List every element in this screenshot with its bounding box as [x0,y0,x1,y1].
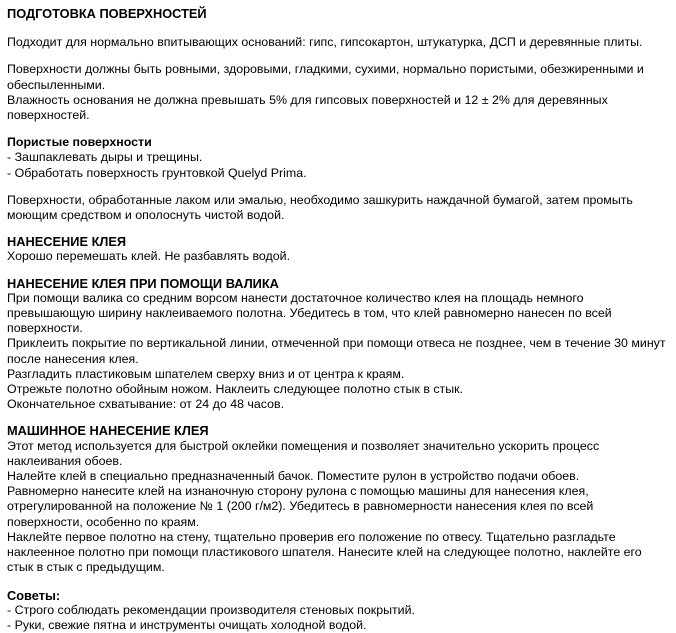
subheading-porous-surfaces: Пористые поверхности [7,135,152,150]
paragraph-final-setting: Окончательное схватывание: от 24 до 48 часов. [7,397,285,412]
paragraph-hang-vertical: Приклеить покрытие по вертикальной линии, отмеченной при помощи отвеса не позднее, чем в течение 30 минут после нанесения клея. [7,336,666,366]
paragraph-varnished-surfaces: Поверхности, обработанные лаком или эмалью, необходимо зашкурить наждачной бумагой, затем промыть моющим средством и ополоснуть чистой водой. [7,192,633,223]
paragraph-suitable-bases: Подходит для нормально впитывающих оснований: гипс, гипсокартон, штукатурка, ДСП и деревянные плиты. [7,35,643,50]
heading-surface-preparation: ПОДГОТОВКА ПОВЕРХНОСТЕЙ [7,6,207,21]
list-item-follow-recommendations: - Строго соблюдать рекомендации производителя стеновых покрытий. [7,602,415,617]
paragraph-moisture-limit: Влажность основания не должна превышать 5% для гипсовых поверхностей и 12 ± 2% для деревянных поверхностей. [7,92,608,123]
paragraph-cut-sheet: Отрежьте полотно обойным ножом. Наклеить следующее полотно стык в стык. [7,382,463,397]
paragraph-mix-glue: Хорошо перемешать клей. Не разбавлять водой. [7,249,291,264]
paragraph-machine-apply: Равномерно нанесите клей на изнаночную сторону рулона с помощью машины для нанесения клея, отрегулированной на положение № 1 (200 г/м2). Убедитесь в равномерности нанесения клея по всей поверхности, особенно по краям. [7,484,594,529]
paragraph-machine-method: Этот метод используется для быстрой оклейки помещения и позволяет значительно ускорить процесс наклеивания обоев. [7,438,600,468]
heading-machine-application: МАШИННОЕ НАНЕСЕНИЕ КЛЕЯ [7,423,209,439]
list-item-apply-primer: - Обработать поверхность грунтовкой Quelyd Prima. [7,165,307,180]
paragraph-fill-tank: Налейте клей в специально предназначенный бачок. Поместите рулон в устройство подачи обоев. [7,469,580,484]
list-item-fill-cracks: - Зашпаклевать дыры и трещины. [7,150,203,165]
heading-tips: Советы: [7,587,61,603]
paragraph-hang-first-sheet: Наклейте первое полотно на стену, тщательно проверив его положение по отвесу. Тщательно разгладьте наклеенное полотно при помощи пластикового шпателя. Нанесите клей на следующее полотно, наклейте его стык в стык с предыдущим. [7,529,642,575]
document [7,4,671,633]
list-item-clean-with-water: - Руки, свежие пятна и инструменты очищать холодной водой. [7,617,367,632]
paragraph-smooth-spatula: Разгладить пластиковым шпателем сверху вниз и от центра к краям. [7,366,405,381]
paragraph-roller-apply: При помощи валика со средним ворсом нанести достаточное количество клея на площадь немного превышающую ширину наклеиваемого полотна. Убедитесь в том, что клей равномерно нанесен по всей поверхности. [7,290,612,336]
heading-roller-application: НАНЕСЕНИЕ КЛЕЯ ПРИ ПОМОЩИ ВАЛИКА [7,275,279,291]
paragraph-surface-requirements: Поверхности должны быть ровными, здоровыми, гладкими, сухими, нормально пористыми, обезжиренными и обеспыленными. [7,62,644,92]
heading-glue-application: НАНЕСЕНИЕ КЛЕЯ [7,234,127,250]
